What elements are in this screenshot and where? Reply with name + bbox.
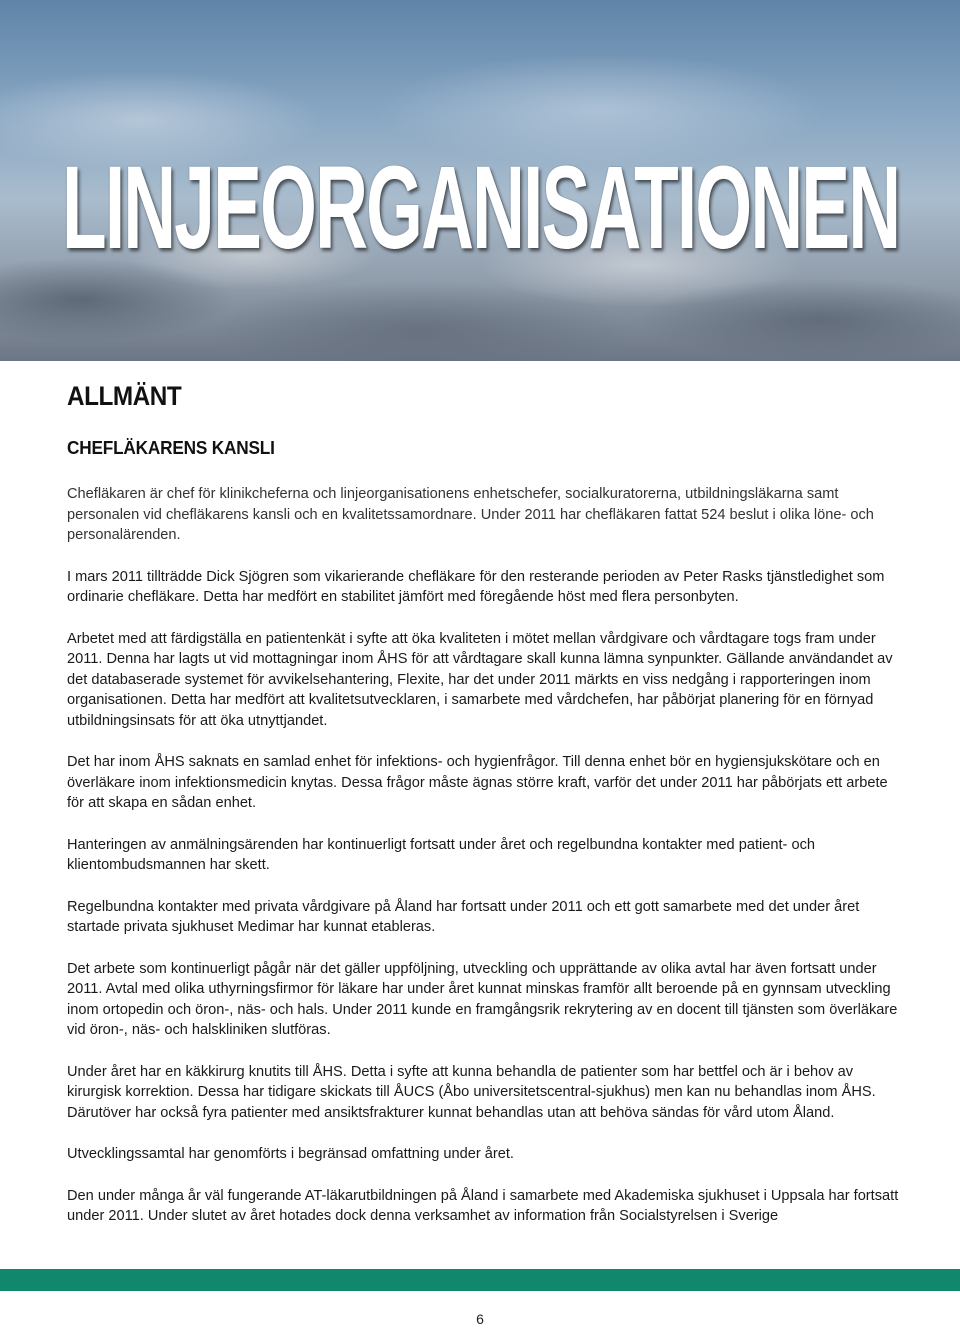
footer-bar <box>0 1269 960 1291</box>
header-banner <box>0 0 960 361</box>
paragraph: I mars 2011 tillträdde Dick Sjögren som vikarierande chefläkare för den resterande perioden av Peter Rasks tjänstledighet som ordinarie chefläkare. Detta har medfört en stabilitet jämfört med föregående höst med flera personbyten. <box>67 568 885 605</box>
paragraph: Arbetet med att färdigställa en patientenkät i syfte att öka kvaliteten i mötet mellan vårdgivare och vårdtagare togs fram under 2011. Denna har lagts ut vid mottagningar inom ÅHS för att vårdtagare skall kunna lämna synpunkter. Gällande användandet av det databaserade systemet för avvikelsehantering, Flexite, har det under 2011 märkts en viss nedgång i rapporteringen inom organisationen. Detta har medfört att kvalitetsutvecklaren, i samarbete med vårdchefen, har påbörjat planering för en förnyad utbildningsinsats för att öka utnyttjandet. <box>67 630 893 729</box>
paragraph: Det arbete som kontinuerligt pågår när det gäller uppföljning, utveckling och upprättande av olika avtal har även fortsatt under 2011. Avtal med olika uthyrningsfirmor för läkare har under året kunnat minskas framför allt beroende på en gynnsam utveckling inom ortopedin och öron-, näs- och hals. Under 2011 kunde en framgångsrik rekrytering av en docent till tjänsten som överläkare vid öron-, näs- och halskliniken slutföras. <box>67 960 898 1038</box>
banner-title: LINJEORGANISATIONEN <box>62 142 900 274</box>
main-content <box>67 379 905 1227</box>
paragraph: Hanteringen av anmälningsärenden har kontinuerligt fortsatt under året och regelbundna kontakter med patient- och klientombudsmannen har skett. <box>67 836 815 873</box>
paragraph: Det har inom ÅHS saknats en samlad enhet för infektions- och hygienfrågor. Till denna enhet bör en hygiensjukskötare och en överläkare inom infektionsmedicin knytas. Dessa frågor måste ägnas större kraft, varför det under 2011 har påbörjats ett arbete för att skapa en sådan enhet. <box>67 754 888 811</box>
paragraph: Chefläkaren är chef för klinikcheferna och linjeorganisationens enhetschefer, socialkuratorerna, utbildningsläkarna samt personalen vid chefläkarens kansli och en kvalitetssamordnare. Under 2011 har chefläkaren fattat 524 beslut i olika löne- och personalärenden. <box>67 486 874 543</box>
subsection-title: CHEFLÄKARENS KANSLI <box>67 437 275 458</box>
paragraph: Under året har en käkkirurg knutits till ÅHS. Detta i syfte att kunna behandla de patienter som har bettfel och är i behov av kirurgisk korrektion. Dessa har tidigare skickats till ÅUCS (Åbo universitetscentral-sjukhus) men kan nu behandlas inom ÅHS. Därutöver har också fyra patienter med ansiktsfrakturer kunnat behandlas utan att behöva sändas för vård utom Åland. <box>67 1063 876 1121</box>
page-number: 6 <box>476 1311 484 1327</box>
paragraph: Den under många år väl fungerande AT-läkarutbildningen på Åland i samarbete med Akademiska sjukhuset i Uppsala har fortsatt under 2011. Under slutet av året hotades dock denna verksamhet av information från Socialstyrelsen i Sverige <box>67 1187 899 1224</box>
paragraph: Regelbundna kontakter med privata vårdgivare på Åland har fortsatt under 2011 och ett gott samarbete med det under året startade privata sjukhuset Medimar har kunnat etableras. <box>67 898 860 935</box>
paragraph: Utvecklingssamtal har genomförts i begränsad omfattning under året. <box>67 1146 514 1162</box>
section-title: ALLMÄNT <box>67 381 182 411</box>
